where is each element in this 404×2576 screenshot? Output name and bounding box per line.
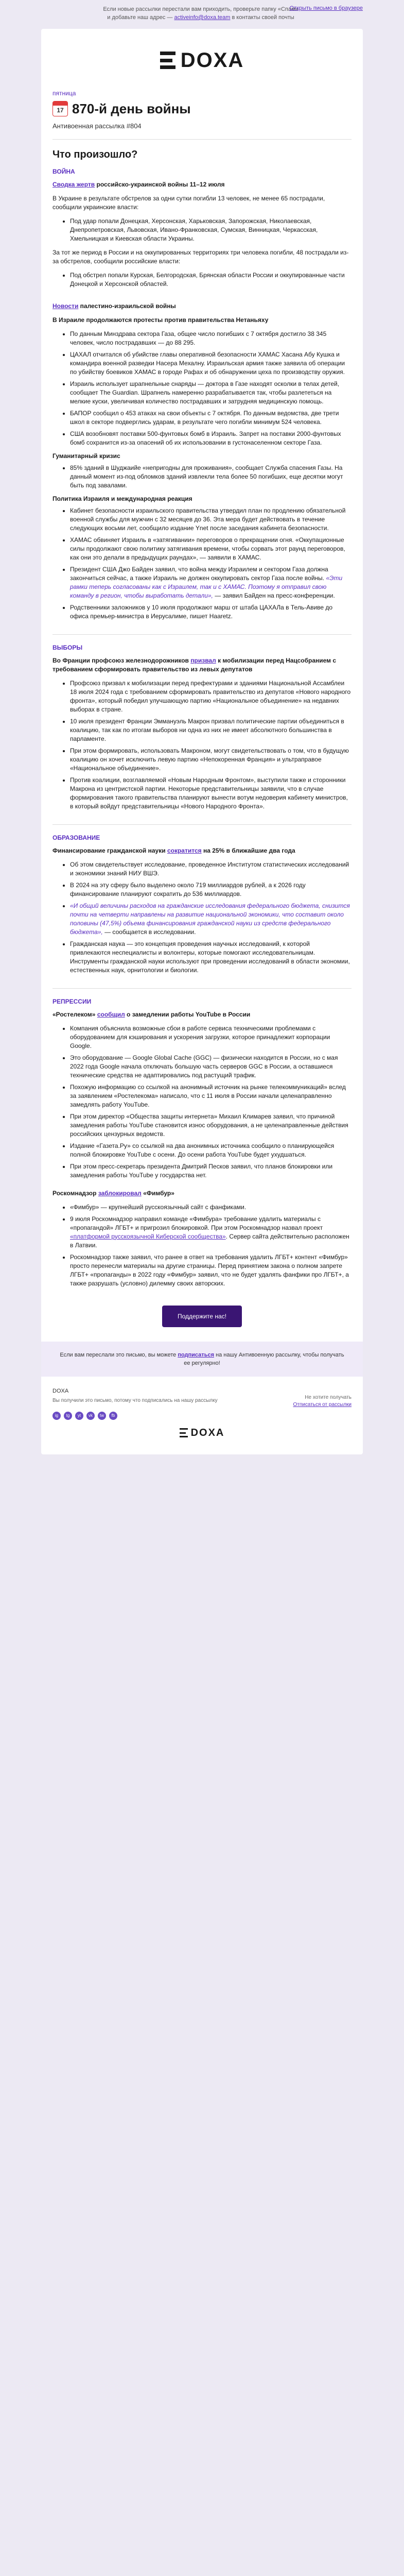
newsletter-card xyxy=(41,29,363,1454)
list-item: • ХАМАС обвиняет Израиль в «затягивании» переговоров о прекращении огня. «Оккупационные силы продолжают свою политику затягивания времени, чтобы сорвать этот раунд переговоров, как они это делали в предыдущих раундах», — заявили в ХАМАС. xyxy=(70,536,352,562)
reported-link[interactable]: сообщил xyxy=(97,1010,125,1018)
war-section: ВОЙНА Сводка жертв российско-украинской войны 11–12 июля В Украине в результате обстрелов за одни сутки погибли 13 человек, не менее 65 пострадали, сообщили украинские власти: • Под удар попали Донецкая, Херсонская, Харьковская, Запорожская, Николаевская, Днепропетровская, Львовская, Ивано-Франковская, Сумская, Винницкая, Черкасская, Хмельницкая и Киевская области Украины. За тот же период в России и на оккупированных территориях три человека погибли, 48 пострадали из-за обстрелов, сообщили российские власти: • Под обстрел попали Курская, Белгородская, Брянская области России и оккупированные части Донецкой и Херсонской областей. xyxy=(52,168,352,289)
main-title: Что произошло? xyxy=(52,148,138,160)
vk-icon[interactable]: vk xyxy=(86,1412,95,1420)
support-us-button[interactable]: Поддержите нас! xyxy=(162,1306,242,1327)
facebook-icon[interactable]: fb xyxy=(109,1412,117,1420)
list-item: • 9 июля Роскомнадзор направил команде «Фимбура» требование удалить материалы с «пропагандой» ЛГБТ+ и пригрозил блокировкой. При этом Роскомнадзор назвал проект «платформой русскоязычной Киберской сообщества». Сервер сайта действительно расположен в Латвии. xyxy=(70,1215,352,1250)
blocked-link[interactable]: заблокировал xyxy=(98,1189,142,1197)
list-item: • По данным Минздрава сектора Газа, общее число погибших с 7 октября достигло 38 345 человек, число пострадавших — до 88 295. xyxy=(70,330,352,347)
israel-subtitle: В Израиле продолжаются протесты против правительства Нетаньяху xyxy=(52,316,269,324)
elections-section: ВЫБОРЫ Во Франции профсоюз железнодорожников призвал к мобилизации перед Нацсобранием с требованием сформировать правительство из левых депутатов • Профсоюз призвал к мобилизации перед префектурами и зданиями Национальной Ассамблеи 18 июля 2024 года с требованием сформировать правительство из депутатов «Нового народного фронта», который победил улучшающую партию «Национальное объединение» на недавних выборах в стране. • 10 июля президент Франции Эммануэль Макрон призвал политические партии объединиться в коалицию, так как по итогам выборов ни одна из них не имеет абсолютного большинства в парламенте. • При этом формировать, использовать Макроном, могут свидетельствовать о том, что в будущую коалицию он хочет исключить левую партию «Непокоренная Франция» и ультраправое «Национальное объединение». • Против коалиции, возглавляемой «Новым Народным Фронтом», выступили также и сторонники Макрона из центристской партии. Некоторые представительницы заявили, что в случае формирования такого правительства планируют вынести вотум недоверия кабинету министров, в который войдут представительницы «Нового Народного Фронта». xyxy=(52,644,352,811)
list-item: • «И общий величины расходов на гражданские исследования федерального бюджета, снизится почти на четверти направлены на развитие национальной экономики, что составит около половины (47,5%) объема финансирования гражданской науки из средств федерального бюджета», — сообщается в исследовании. xyxy=(70,902,352,937)
section-label-repressions: РЕПРЕССИИ xyxy=(52,997,92,1005)
list-item: • Профсоюз призвал к мобилизации перед префектурами и зданиями Национальной Ассамблеи 18 июля 2024 года с требованием сформировать правительство из депутатов «Нового народного фронта», который победил улучшающую партию «Национальное объединение» на недавних выборах в стране. xyxy=(70,679,352,714)
top-notice xyxy=(0,0,404,29)
doxa-logo-icon xyxy=(180,1428,188,1437)
list-item: • Под обстрел попали Курская, Белгородская, Брянская области России и оккупированные части Донецкой и Херсонской областей. xyxy=(70,271,352,289)
israel-news-link[interactable]: Новости xyxy=(52,302,79,310)
instagram-icon[interactable]: ig xyxy=(52,1412,61,1420)
list-item: • Гражданская наука — это концепция проведения научных исследований, к которой привлекаются неспециалисты и волонтеры, которые помогают исследовательницам. Инструменты гражданской науки используют при проведении исследований в области экономии, естественных наук, орнитологии и биологии. xyxy=(70,940,352,975)
email-link[interactable]: activeinfo@doxa.team xyxy=(174,14,231,21)
list-item: • Против коалиции, возглавляемой «Новым Народным Фронтом», выступили также и сторонники Макрона из центристской партии. Некоторые представительницы заявили, что в случае формирования такого правительства планируют вынести вотум недоверия кабинету министров, в который войдут представительницы «Нового Народного Фронта». xyxy=(70,776,352,811)
list-item: • Израиль использует шрапнельные снаряды — доктора в Газе находят осколки в телах детей, сообщает The Guardian. Шрапнель намеренно разрабатывается так, чтобы разлететься на мелкие куски, увеличивая количество пострадавших и затрудняя медицинскую помощь. xyxy=(70,380,352,406)
logo-text: DOXA xyxy=(180,48,244,72)
page-title: 870-й день войны xyxy=(72,100,191,116)
education-section: ОБРАЗОВАНИЕ Финансирование гражданской науки сократится на 25% в ближайшие два года • Об этом свидетельствует исследование, проведенное Институтом статистических исследований и экономики знаний НИУ ВШЭ. • В 2024 на эту сферу было выделено около 719 миллиардов рублей, а к 2026 году финансирование планируют сократить до 536 миллиардов. • «И общий величины расходов на гражданские исследования федерального бюджета, снизится почти на четверти направлены на развитие национальной экономики, что составит около половины (47,5%) объема финансирования гражданской науки из средств федерального бюджета», — сообщается в исследовании. • Гражданская наука — это концепция проведения научных исследований, к которой привлекаются неспециалисты и волонтеры, которые помогают исследовательницам. Инструменты гражданской науки используют при проведении исследований в области экономии, естественных наук, орнитологии и биологии. xyxy=(52,834,352,975)
list-item: • При этом формировать, использовать Макроном, могут свидетельствовать о том, что в будущую коалицию он хочет исключить левую партию «Непокоренная Франция» и ультраправое «Национальное объединение». xyxy=(70,747,352,773)
list-item: • Компания объяснила возможные сбои в работе сервиса техническими проблемами с оборудованием для кэширования и ускорения загрузки, которое принадлежит корпорации Google. xyxy=(70,1024,352,1050)
war-paragraph: В Украине в результате обстрелов за одни сутки погибли 13 человек, не менее 65 пострадали, сообщили украинские власти: xyxy=(52,194,325,211)
section-label-elections: ВЫБОРЫ xyxy=(52,643,83,651)
footer-logo: DOXA xyxy=(52,1427,352,1439)
war-list-1 xyxy=(52,217,352,243)
unsubscribe-block: Не хотите получать Отписаться от рассылки xyxy=(293,1394,352,1408)
footer-brand: DOXA xyxy=(52,1387,69,1394)
list-item: • ЦАХАЛ отчитался об убийстве главы оперативной безопасности ХАМАС Хасана Абу Кушка и командира военной разведки Насера Мехалну. Израильская армия также заявила об операции по убийству боевиков ХАМАС в городе Рафах и об обнаружении цеха по производству оружия. xyxy=(70,350,352,377)
repressions-section: РЕПРЕССИИ «Ростелеком» сообщил о замедлении работы YouTube в России • Компания объяснила возможные сбои в работе сервиса техническими проблемами с оборудованием для кэширования и ускорения загрузки, которое принадлежит корпорации Google. • Это оборудование — Google Global Cache (GGC) — физически находится в России, но с мая 2022 года Google начала отключать большую часть серверов GGC в России, а оставшиеся технические средства не адаптировались под растущий трафик. • Похожую информацию со ссылкой на анонимный источник на рынке телекоммуникаций» вслед за заявлением «Ростелекома» написало, что с 11 июля в России начали целенаправленно замедлять работу YouTube. • При этом директор «Общества защиты интернета» Михаил Климарев заявил, что причиной замедления работы YouTube становится износ оборудования, а не целенаправленные действия российских цензурных ведомств. • Издание «Газета.Ру» со ссылкой на два анонимных источника сообщило о планирующейся полной блокировке YouTube с осени. До осени работа YouTube будет ухудшаться. • При этом пресс-секретарь президента Дмитрий Песков заявил, что планов блокировки или замедления работы YouTube у государства нет. Роскомнадзор заблокировал «Фимбур» • «Фимбур» — крупнейший русскоязычный сайт с фанфиками. • 9 июля Роскомнадзор направил команде «Фимбура» требование удалить материалы с «пропагандой» ЛГБТ+ и пригрозил блокировкой. При этом Роскомнадзор назвал проект «платформой русскоязычной Киберской сообщества». Сервер сайта действительно расположен в Латвии. • Роскомнадзор также заявил, что ранее в ответ на требования удалить ЛГБТ+ контент «Фимбур» просто перенесли материалы на другие страницы. Перед принятием закона о полном запрете ЛГБТ+ «пропаганды» в 2022 году «Фимбур» заявил, что не будет удалять фанфики про ЛГБТ+, а также разрушать (условно) дилемму своих авторских. xyxy=(52,998,352,1288)
divider xyxy=(52,634,352,635)
footer xyxy=(41,1377,363,1454)
weekday-label: пятница xyxy=(52,89,76,97)
social-icons xyxy=(52,1412,352,1420)
section-label-war: ВОЙНА xyxy=(52,167,75,175)
israel-section: Новости палестино-израильской войны В Израиле продолжаются протесты против правительства Нетаньяху • По данным Минздрава сектора Газа, общее число погибших с 7 октября достигло 38 345 человек, число пострадавших — до 88 295. • ЦАХАЛ отчитался об убийстве главы оперативной безопасности ХАМАС Хасана Абу Кушка и командира военной разведки Насера Мехалну. Израильская армия также заявила об операции по убийству боевиков ХАМАС в городе Рафах и об обнаружении цеха по производству оружия. • Израиль использует шрапнельные снаряды — доктора в Газе находят осколки в телах детей, сообщает The Guardian. Шрапнель намеренно разрабатывается так, чтобы разлететься на мелкие куски, увеличивая количество пострадавших и затрудняя медицинскую помощь. • БАПОР сообщил о 453 атаках на свои объекты с 7 октября. По данным ведомства, две трети школ в секторе подверглись ударам, в результате чего погибли минимум 524 человека. • США возобновят поставки 500-фунтовых бомб в Израиль. Запрет на поставки 2000-фунтовых бомб сохранится из-за опасений об их использовании в густонаселенном секторе Газа. Гуманитарный кризис • 85% зданий в Шуджаийе «непригодны для проживания», сообщает Служба спасения Газы. На данный момент из-под обломков зданий извлекли тела более 50 погибших, еще десятки могут быть под завалами. Политика Израиля и международная реакция • Кабинет безопасности израильского правительства утвердил план по продлению обязательной военной службы для мужчин с 32 месяцев до 36. Эта мера будет действовать в течение следующих восьми лет, сообщило издание Ynet после заседания кабинета безопасности. • ХАМАС обвиняет Израиль в «затягивании» переговоров о прекращении огня. «Оккупационные силы продолжают свою политику затягивания времени, чтобы сорвать этот раунд переговоров, как они это делали в предыдущих раундах», — заявили в ХАМАС. • Президент США Джо Байден заявил, что война между Израилем и сектором Газа должна закончиться сейчас, а также Израиль не должен оккупировать сектор Газа после войны. «Эти рамки теперь согласованы как с Израилем, так и с ХАМАС. Поэтому я отправил свою команду в регион, чтобы выработать детали», — заявил Байден на пресс-конференции. • Родственники заложников у 10 июля продолжают марш от штаба ЦАХАЛа в Тель-Авиве до офиса премьер-министра в Иерусалиме, пишет Haaretz. xyxy=(52,302,352,621)
israel-list xyxy=(52,330,352,447)
list-item: • Издание «Газета.Ру» со ссылкой на два анонимных источника сообщило о планирующейся полной блокировке YouTube с осени. До осени работа YouTube будет ухудшаться. xyxy=(70,1142,352,1159)
list-item: • Об этом свидетельствует исследование, проведенное Институтом статистических исследований и экономики знаний НИУ ВШЭ. xyxy=(70,860,352,878)
calendar-icon: 17 xyxy=(52,101,68,116)
war-list-2 xyxy=(52,271,352,289)
reduce-link[interactable]: сократится xyxy=(167,846,202,854)
called-link[interactable]: призвал xyxy=(190,656,216,664)
humanitarian-list xyxy=(52,464,352,490)
biden-quote: «Эти рамки теперь согласованы как с Израилем, так и с ХАМАС. Поэтому я отправил свою команду в регион, чтобы выработать детали», xyxy=(70,574,343,599)
list-item: • БАПОР сообщил о 453 атаках на свои объекты с 7 октября. По данным ведомства, две трети школ в секторе подверглись ударам, в результате чего погибли минимум 524 человека. xyxy=(70,409,352,427)
youtube-icon[interactable]: yt xyxy=(75,1412,83,1420)
list-item: • Кабинет безопасности израильского правительства утвердил план по продлению обязательной военной службы для мужчин с 32 месяцев до 36. Эта мера будет действовать в течение следующих восьми лет, сообщило издание Ynet после заседания кабинета безопасности. xyxy=(70,506,352,533)
politics-list xyxy=(52,506,352,621)
cta-wrap xyxy=(52,1306,352,1327)
subscribe-link[interactable]: подписаться xyxy=(178,1351,214,1358)
list-item: • Похожую информацию со ссылкой на анонимный источник на рынке телекоммуникаций» вслед за заявлением «Ростелекома» написало, что с 11 июля в России начали целенаправленно замедлять работу YouTube. xyxy=(70,1083,352,1109)
list-item: • Роскомнадзор также заявил, что ранее в ответ на требования удалить ЛГБТ+ контент «Фимбур» просто перенесли материалы на другие страницы. Перед принятием закона о полном запрете ЛГБТ+ «пропаганды» в 2022 году «Фимбур» заявил, что не будет удалять фанфики про ЛГБТ+, а также разрушать (условно) дилемму своих авторских. xyxy=(70,1253,352,1288)
education-list xyxy=(52,860,352,975)
list-item: • Родственники заложников у 10 июля продолжают марш от штаба ЦАХАЛа в Тель-Авиве до офиса премьер-министра в Иерусалиме, пишет Haaretz. xyxy=(70,603,352,621)
war-paragraph: За тот же период в России и на оккупированных территориях три человека погибли, 48 пострадали из-за обстрелов, сообщили российские власти: xyxy=(52,248,349,265)
casualties-link[interactable]: Сводка жертв xyxy=(52,180,95,188)
share-box: Если вам переслали это письмо, вы можете подписаться на нашу Антивоенную рассылку, чтобы получать ее регулярно! xyxy=(41,1342,363,1377)
politics-heading: Политика Израиля и международная реакция xyxy=(52,495,192,502)
list-item: • США возобновят поставки 500-фунтовых бомб в Израиль. Запрет на поставки 2000-фунтовых бомб сохранится из-за опасений об их использовании в густонаселенном секторе Газа. xyxy=(70,430,352,447)
section-label-education: ОБРАЗОВАНИЕ xyxy=(52,834,100,841)
ficbook-list xyxy=(52,1203,352,1288)
list-item: • Под удар попали Донецкая, Херсонская, Харьковская, Запорожская, Николаевская, Днепропетровская, Львовская, Ивано-Франковская, Сумская, Винницкая, Черкасская, Хмельницкая и Киевская области Украины. xyxy=(70,217,352,243)
list-item: • При этом пресс-секретарь президента Дмитрий Песков заявил, что планов блокировки или замедления работы YouTube у государства нет. xyxy=(70,1162,352,1180)
list-item: • 85% зданий в Шуджаийе «непригодны для проживания», сообщает Служба спасения Газы. На данный момент из-под обломков зданий извлекли тела более 50 погибших, еще десятки могут быть под завалами. xyxy=(70,464,352,490)
divider xyxy=(52,824,352,825)
youtube-list xyxy=(52,1024,352,1180)
elections-list xyxy=(52,679,352,811)
spam-notice: Если новые рассылки перестали вам приходить, проверьте папку «Спам» и добавьте наш адрес — activeinfo@doxa.team в контакты своей почты xyxy=(103,6,298,21)
issue-headline xyxy=(52,101,352,117)
issue-number: Антивоенная рассылка #804 xyxy=(52,122,142,130)
list-item: • Это оборудование — Google Global Cache (GGC) — физически находится в России, но с мая 2022 года Google начала отключать большую часть серверов GGC в России, а оставшиеся технические средства не адаптировались под растущий трафик. xyxy=(70,1054,352,1080)
twitter-icon[interactable]: tw xyxy=(98,1412,106,1420)
list-item: • При этом директор «Общества защиты интернета» Михаил Климарев заявил, что причиной замедления работы YouTube становится износ оборудования, а не целенаправленные действия российских цензурных ведомств. xyxy=(70,1112,352,1139)
footer-reason: Вы получили это письмо, потому что подписались на нашу рассылку xyxy=(52,1397,218,1403)
doxa-logo-icon xyxy=(160,52,175,69)
list-item: • 10 июля президент Франции Эммануэль Макрон призвал политические партии объединиться в коалицию, так как по итогам выборов ни одна из них не имеет абсолютного большинства в парламенте. xyxy=(70,717,352,743)
hse-quote: «И общий величины расходов на гражданские исследования федерального бюджета, снизится почти на четверти направлены на развитие национальной экономики, что составит около половины (47,5%) объема финансирования гражданской науки из средств федерального бюджета», xyxy=(70,902,350,936)
list-item: • «Фимбур» — крупнейший русскоязычный сайт с фанфиками. xyxy=(70,1203,352,1212)
unsubscribe-link[interactable]: Отписаться от рассылки xyxy=(293,1401,352,1408)
list-item: • В 2024 на эту сферу было выделено около 719 миллиардов рублей, а к 2026 году финансирование планируют сократить до 536 миллиардов. xyxy=(70,881,352,899)
telegram-icon[interactable]: tg xyxy=(64,1412,72,1420)
divider xyxy=(52,139,352,140)
list-item: • Президент США Джо Байден заявил, что война между Израилем и сектором Газа должна закончиться сейчас, а также Израиль не должен оккупировать сектор Газа после войны. «Эти рамки теперь согласованы как с Израилем, так и с ХАМАС. Поэтому я отправил свою команду в регион, чтобы выработать детали», — заявил Байден на пресс-конференции. xyxy=(70,565,352,600)
header-logo xyxy=(52,29,352,88)
divider xyxy=(52,988,352,989)
platform-link[interactable]: «платформой русскоязычной Киберской сообщества» xyxy=(70,1232,226,1240)
open-in-browser-link[interactable]: Открыть письмо в браузере xyxy=(289,5,363,11)
humanitarian-heading: Гуманитарный кризис xyxy=(52,452,120,460)
